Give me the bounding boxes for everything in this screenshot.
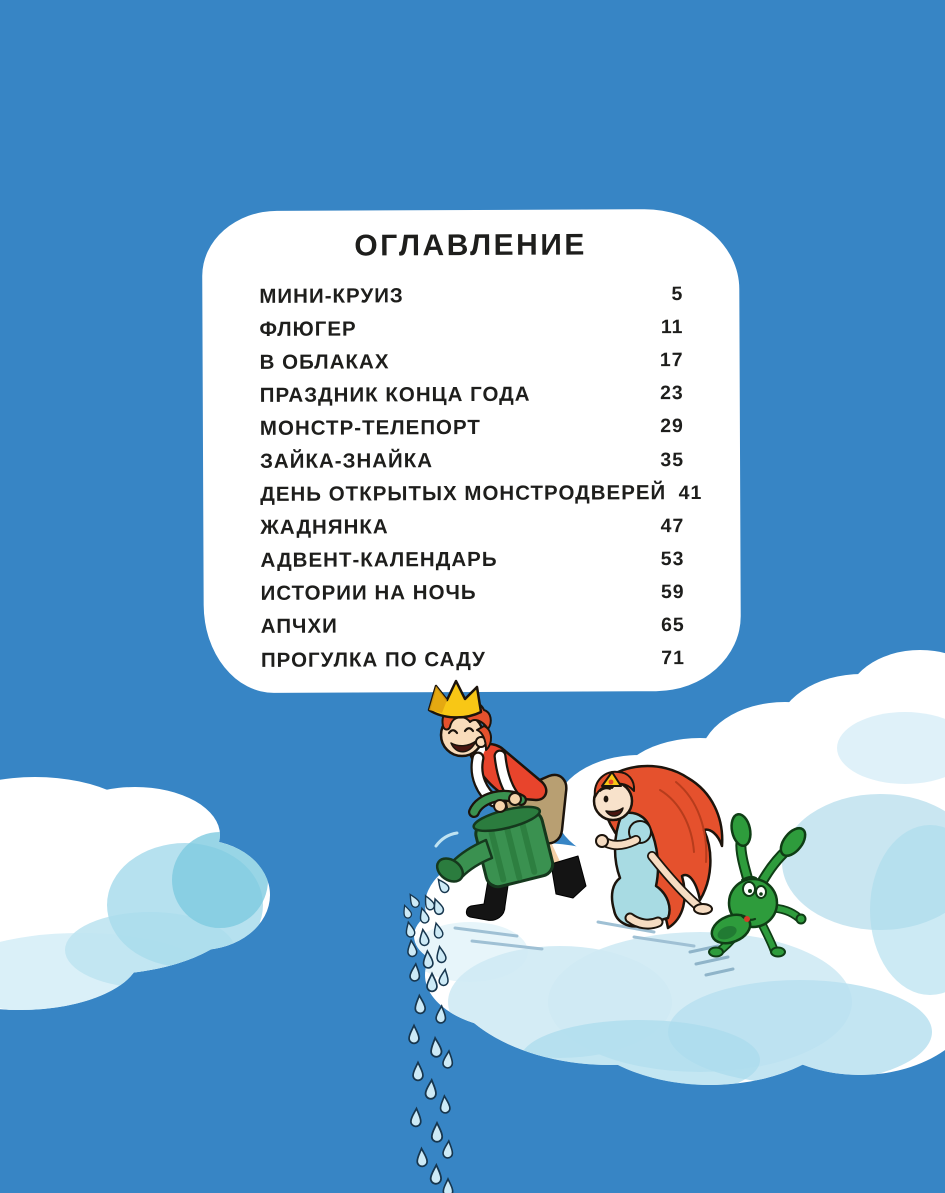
toc-entry bbox=[261, 642, 685, 677]
toc-entry-label: ПРОГУЛКА ПО САДУ bbox=[260, 647, 486, 672]
toc-entry bbox=[260, 510, 684, 545]
toc-entry bbox=[261, 609, 685, 644]
toc-entry-label: ДЕНЬ ОТКРЫТЫХ МОНСТРОДВЕРЕЙ bbox=[260, 481, 667, 507]
toc-entry-label: АПЧХИ bbox=[260, 615, 338, 639]
toc-entry-page: 47 bbox=[660, 514, 685, 537]
speed-lines bbox=[455, 922, 733, 975]
page-title: ОГЛАВЛЕНИЕ bbox=[354, 228, 587, 263]
prince-illustration bbox=[429, 681, 586, 920]
monster-illustration bbox=[708, 812, 810, 956]
toc-entry-page: 59 bbox=[660, 580, 685, 604]
cloud-main bbox=[412, 650, 945, 1100]
toc-entry-page: 53 bbox=[660, 547, 685, 570]
monster-ear bbox=[776, 824, 810, 860]
watering-can-rose bbox=[433, 854, 467, 886]
toc-entry bbox=[259, 311, 683, 346]
toc-entry-page: 71 bbox=[661, 647, 685, 670]
cloud-left bbox=[0, 777, 270, 1017]
prince-boot bbox=[466, 874, 509, 920]
toc-entry-page: 29 bbox=[660, 415, 684, 438]
toc-entry-label: МИНИ-КРУИЗ bbox=[259, 283, 404, 308]
toc-entry-page: 5 bbox=[671, 283, 684, 306]
princess-head bbox=[594, 782, 632, 820]
toc-entry-label: ЖАДНЯНКА bbox=[260, 515, 389, 540]
toc-panel bbox=[202, 209, 741, 693]
prince-boot bbox=[551, 856, 586, 898]
toc-entry bbox=[260, 344, 684, 379]
toc-entry-label: ПРАЗДНИК КОНЦА ГОДА bbox=[259, 382, 531, 407]
toc-entry-label: ФЛЮГЕР bbox=[259, 317, 357, 341]
toc-entry-page: 35 bbox=[660, 448, 685, 471]
toc-entry bbox=[260, 377, 684, 412]
toc-entry bbox=[260, 410, 684, 445]
toc-entry-label: ИСТОРИИ НА НОЧЬ bbox=[260, 581, 477, 606]
toc-entry bbox=[260, 477, 703, 512]
princess-sleeve bbox=[629, 821, 651, 843]
monster-body bbox=[729, 879, 777, 927]
toc-list bbox=[259, 278, 703, 677]
toc-entry-page: 41 bbox=[678, 481, 703, 504]
toc-entry bbox=[261, 576, 685, 611]
toc-entry-label: ЗАЙКА-ЗНАЙКА bbox=[259, 449, 434, 473]
toc-entry-page: 23 bbox=[659, 382, 684, 405]
toc-entry bbox=[260, 543, 684, 578]
prince-hair bbox=[443, 702, 491, 730]
princess-hair bbox=[598, 766, 722, 928]
prince-head bbox=[441, 714, 483, 756]
toc-entry-label: АДВЕНТ-КАЛЕНДАРЬ bbox=[260, 548, 498, 573]
monster-ear bbox=[729, 812, 753, 847]
toc-entry bbox=[259, 278, 683, 313]
prince-shorts bbox=[505, 775, 566, 843]
watering-can-spout bbox=[452, 840, 492, 877]
water-droplets bbox=[401, 877, 453, 1193]
watering-can bbox=[433, 796, 555, 889]
toc-entry-page: 65 bbox=[661, 614, 685, 637]
princess-bangs bbox=[595, 772, 634, 797]
toc-entry-label: МОНСТР-ТЕЛЕПОРТ bbox=[259, 415, 481, 440]
princess-tiara bbox=[602, 772, 621, 786]
princess-dress bbox=[612, 813, 670, 927]
toc-entry-page: 11 bbox=[660, 316, 684, 339]
prince-vest bbox=[468, 744, 546, 800]
princess-illustration bbox=[594, 766, 722, 928]
toc-entry bbox=[260, 444, 684, 479]
toc-entry-page: 17 bbox=[659, 349, 684, 372]
monster-snout bbox=[708, 909, 755, 948]
toc-entry-label: В ОБЛАКАХ bbox=[259, 350, 390, 374]
